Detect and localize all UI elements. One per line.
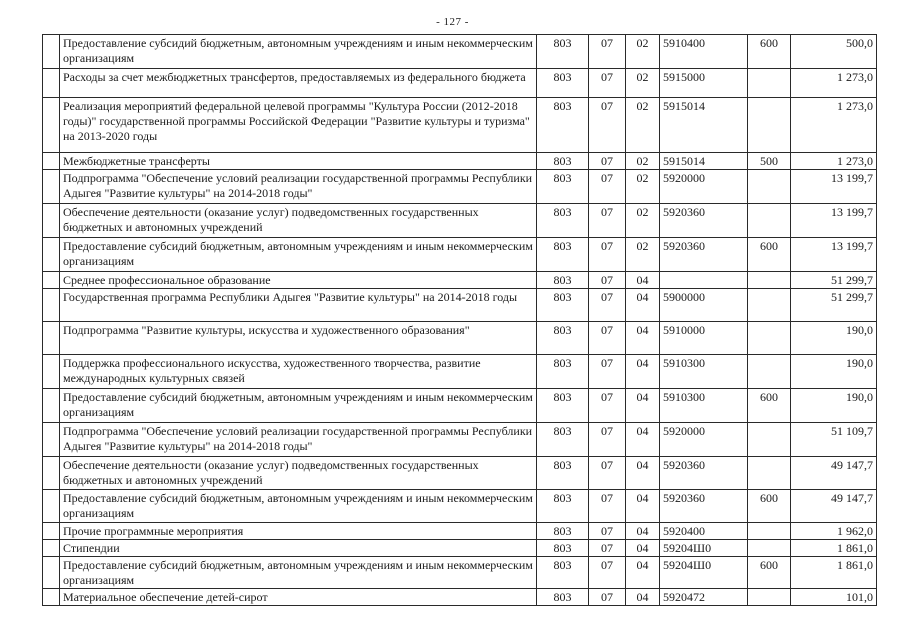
- amount-cell: 190,0: [791, 389, 877, 423]
- row-number-cell: [43, 238, 60, 272]
- target-article-cell: 5920000: [660, 170, 748, 204]
- expense-type-cell: [748, 523, 791, 540]
- target-article-cell: 5910400: [660, 35, 748, 69]
- row-number-cell: [43, 540, 60, 557]
- subsection-code-cell: 02: [626, 153, 660, 170]
- section-code-cell: 07: [589, 35, 626, 69]
- expense-name-cell: Обеспечение деятельности (оказание услуг) подведомственных государственных бюджетных и автономных учреждений: [60, 457, 537, 490]
- table-row: [43, 153, 877, 170]
- subsection-code-cell: 02: [626, 69, 660, 98]
- target-article-cell: 5915014: [660, 98, 748, 153]
- expense-name-cell: Предоставление субсидий бюджетным, автономным учреждениям и иным некоммерческим организациям: [60, 389, 537, 423]
- row-number-cell: [43, 589, 60, 606]
- table-row: [43, 389, 877, 423]
- expense-type-cell: [748, 204, 791, 238]
- row-number-cell: [43, 423, 60, 457]
- target-article-cell: 5920400: [660, 523, 748, 540]
- row-number-cell: [43, 289, 60, 322]
- expense-name-cell: Обеспечение деятельности (оказание услуг) подведомственных государственных бюджетных и автономных учреждений: [60, 204, 537, 238]
- ministry-code-cell: 803: [537, 457, 589, 490]
- table-row: [43, 423, 877, 457]
- section-code-cell: 07: [589, 540, 626, 557]
- subsection-code-cell: 04: [626, 289, 660, 322]
- page-number: - 127 -: [436, 16, 469, 28]
- section-code-cell: 07: [589, 589, 626, 606]
- section-code-cell: 07: [589, 523, 626, 540]
- expense-type-cell: [748, 98, 791, 153]
- row-number-cell: [43, 557, 60, 589]
- expense-type-cell: [748, 589, 791, 606]
- ministry-code-cell: 803: [537, 289, 589, 322]
- target-article-cell: [660, 272, 748, 289]
- ministry-code-cell: 803: [537, 153, 589, 170]
- section-code-cell: 07: [589, 457, 626, 490]
- section-code-cell: 07: [589, 69, 626, 98]
- subsection-code-cell: 04: [626, 423, 660, 457]
- ministry-code-cell: 803: [537, 423, 589, 457]
- expense-type-cell: [748, 322, 791, 355]
- section-code-cell: 07: [589, 204, 626, 238]
- section-code-cell: 07: [589, 557, 626, 589]
- expense-type-cell: [748, 423, 791, 457]
- ministry-code-cell: 803: [537, 490, 589, 523]
- row-number-cell: [43, 355, 60, 389]
- subsection-code-cell: 02: [626, 35, 660, 69]
- expense-name-cell: Среднее профессиональное образование: [60, 272, 537, 289]
- section-code-cell: 07: [589, 98, 626, 153]
- table-row: [43, 272, 877, 289]
- amount-cell: 1 962,0: [791, 523, 877, 540]
- subsection-code-cell: 04: [626, 540, 660, 557]
- expense-type-cell: [748, 457, 791, 490]
- expense-type-cell: [748, 69, 791, 98]
- row-number-cell: [43, 322, 60, 355]
- expense-name-cell: Расходы за счет межбюджетных трансфертов, предоставляемых из федерального бюджета: [60, 69, 537, 98]
- ministry-code-cell: 803: [537, 589, 589, 606]
- expense-type-cell: 600: [748, 389, 791, 423]
- expense-type-cell: [748, 355, 791, 389]
- expense-type-cell: [748, 170, 791, 204]
- expense-type-cell: 600: [748, 238, 791, 272]
- table-row: [43, 289, 877, 322]
- expense-name-cell: Предоставление субсидий бюджетным, автономным учреждениям и иным некоммерческим организациям: [60, 238, 537, 272]
- subsection-code-cell: 04: [626, 490, 660, 523]
- section-code-cell: 07: [589, 490, 626, 523]
- row-number-cell: [43, 490, 60, 523]
- expense-name-cell: Поддержка профессионального искусства, художественного творчества, развитие международных культурных связей: [60, 355, 537, 389]
- table-row: [43, 322, 877, 355]
- row-number-cell: [43, 457, 60, 490]
- table-row: [43, 98, 877, 153]
- table-row: [43, 589, 877, 606]
- target-article-cell: 5915000: [660, 69, 748, 98]
- row-number-cell: [43, 272, 60, 289]
- row-number-cell: [43, 389, 60, 423]
- amount-cell: 51 109,7: [791, 423, 877, 457]
- expense-type-cell: 500: [748, 153, 791, 170]
- row-number-cell: [43, 170, 60, 204]
- target-article-cell: 5910000: [660, 322, 748, 355]
- expense-type-cell: [748, 272, 791, 289]
- expense-name-cell: Предоставление субсидий бюджетным, автономным учреждениям и иным некоммерческим организациям: [60, 490, 537, 523]
- expense-name-cell: Подпрограмма "Обеспечение условий реализации государственной программы Республики Адыгея "Развитие культуры" на 2014-2018 годы": [60, 170, 537, 204]
- amount-cell: 190,0: [791, 355, 877, 389]
- expense-name-cell: Межбюджетные трансферты: [60, 153, 537, 170]
- row-number-cell: [43, 35, 60, 69]
- budget-table-body: [43, 35, 877, 606]
- ministry-code-cell: 803: [537, 389, 589, 423]
- target-article-cell: 5920472: [660, 589, 748, 606]
- subsection-code-cell: 02: [626, 98, 660, 153]
- amount-cell: 1 273,0: [791, 98, 877, 153]
- expense-name-cell: Реализация мероприятий федеральной целевой программы "Культура России (2012-2018 годы)" государственной программы Российской Федерации "Развитие культуры и туризма" на 2013-2020 годы: [60, 98, 537, 153]
- expense-name-cell: Прочие программные мероприятия: [60, 523, 537, 540]
- amount-cell: 1 273,0: [791, 69, 877, 98]
- table-row: [43, 355, 877, 389]
- amount-cell: 190,0: [791, 322, 877, 355]
- subsection-code-cell: 04: [626, 272, 660, 289]
- target-article-cell: 5920360: [660, 238, 748, 272]
- amount-cell: 49 147,7: [791, 490, 877, 523]
- amount-cell: 500,0: [791, 35, 877, 69]
- ministry-code-cell: 803: [537, 35, 589, 69]
- subsection-code-cell: 04: [626, 457, 660, 490]
- target-article-cell: 5920360: [660, 204, 748, 238]
- target-article-cell: 5910300: [660, 355, 748, 389]
- expense-type-cell: [748, 289, 791, 322]
- expense-name-cell: Предоставление субсидий бюджетным, автономным учреждениям и иным некоммерческим организациям: [60, 557, 537, 589]
- ministry-code-cell: 803: [537, 540, 589, 557]
- amount-cell: 13 199,7: [791, 204, 877, 238]
- target-article-cell: 5900000: [660, 289, 748, 322]
- amount-cell: 13 199,7: [791, 238, 877, 272]
- target-article-cell: 5920000: [660, 423, 748, 457]
- ministry-code-cell: 803: [537, 557, 589, 589]
- row-number-cell: [43, 98, 60, 153]
- table-row: [43, 490, 877, 523]
- amount-cell: 49 147,7: [791, 457, 877, 490]
- table-row: [43, 238, 877, 272]
- table-row: [43, 69, 877, 98]
- target-article-cell: 59204Ш0: [660, 540, 748, 557]
- ministry-code-cell: 803: [537, 238, 589, 272]
- subsection-code-cell: 04: [626, 322, 660, 355]
- target-article-cell: 5915014: [660, 153, 748, 170]
- amount-cell: 101,0: [791, 589, 877, 606]
- section-code-cell: 07: [589, 423, 626, 457]
- subsection-code-cell: 04: [626, 523, 660, 540]
- expense-name-cell: Стипендии: [60, 540, 537, 557]
- subsection-code-cell: 02: [626, 170, 660, 204]
- table-row: [43, 540, 877, 557]
- amount-cell: 51 299,7: [791, 289, 877, 322]
- ministry-code-cell: 803: [537, 69, 589, 98]
- expense-type-cell: 600: [748, 490, 791, 523]
- ministry-code-cell: 803: [537, 322, 589, 355]
- table-row: [43, 457, 877, 490]
- section-code-cell: 07: [589, 355, 626, 389]
- ministry-code-cell: 803: [537, 272, 589, 289]
- ministry-code-cell: 803: [537, 98, 589, 153]
- target-article-cell: 5910300: [660, 389, 748, 423]
- table-row: [43, 35, 877, 69]
- subsection-code-cell: 02: [626, 238, 660, 272]
- row-number-cell: [43, 69, 60, 98]
- row-number-cell: [43, 523, 60, 540]
- section-code-cell: 07: [589, 272, 626, 289]
- target-article-cell: 5920360: [660, 457, 748, 490]
- table-row: [43, 204, 877, 238]
- target-article-cell: 5920360: [660, 490, 748, 523]
- table-row: [43, 170, 877, 204]
- section-code-cell: 07: [589, 322, 626, 355]
- amount-cell: 13 199,7: [791, 170, 877, 204]
- expense-type-cell: 600: [748, 557, 791, 589]
- section-code-cell: 07: [589, 289, 626, 322]
- ministry-code-cell: 803: [537, 204, 589, 238]
- subsection-code-cell: 02: [626, 204, 660, 238]
- amount-cell: 51 299,7: [791, 272, 877, 289]
- expense-name-cell: Предоставление субсидий бюджетным, автономным учреждениям и иным некоммерческим организациям: [60, 35, 537, 69]
- row-number-cell: [43, 153, 60, 170]
- expense-name-cell: Материальное обеспечение детей-сирот: [60, 589, 537, 606]
- budget-table: [42, 34, 877, 606]
- target-article-cell: 59204Ш0: [660, 557, 748, 589]
- subsection-code-cell: 04: [626, 557, 660, 589]
- section-code-cell: 07: [589, 153, 626, 170]
- ministry-code-cell: 803: [537, 523, 589, 540]
- amount-cell: 1 273,0: [791, 153, 877, 170]
- subsection-code-cell: 04: [626, 389, 660, 423]
- expense-type-cell: [748, 540, 791, 557]
- amount-cell: 1 861,0: [791, 540, 877, 557]
- ministry-code-cell: 803: [537, 170, 589, 204]
- subsection-code-cell: 04: [626, 355, 660, 389]
- table-row: [43, 557, 877, 589]
- expense-name-cell: Подпрограмма "Развитие культуры, искусства и художественного образования": [60, 322, 537, 355]
- ministry-code-cell: 803: [537, 355, 589, 389]
- section-code-cell: 07: [589, 170, 626, 204]
- expense-type-cell: 600: [748, 35, 791, 69]
- amount-cell: 1 861,0: [791, 557, 877, 589]
- section-code-cell: 07: [589, 238, 626, 272]
- subsection-code-cell: 04: [626, 589, 660, 606]
- row-number-cell: [43, 204, 60, 238]
- section-code-cell: 07: [589, 389, 626, 423]
- table-row: [43, 523, 877, 540]
- expense-name-cell: Государственная программа Республики Адыгея "Развитие культуры" на 2014-2018 годы: [60, 289, 537, 322]
- expense-name-cell: Подпрограмма "Обеспечение условий реализации государственной программы Республики Адыгея "Развитие культуры" на 2014-2018 годы": [60, 423, 537, 457]
